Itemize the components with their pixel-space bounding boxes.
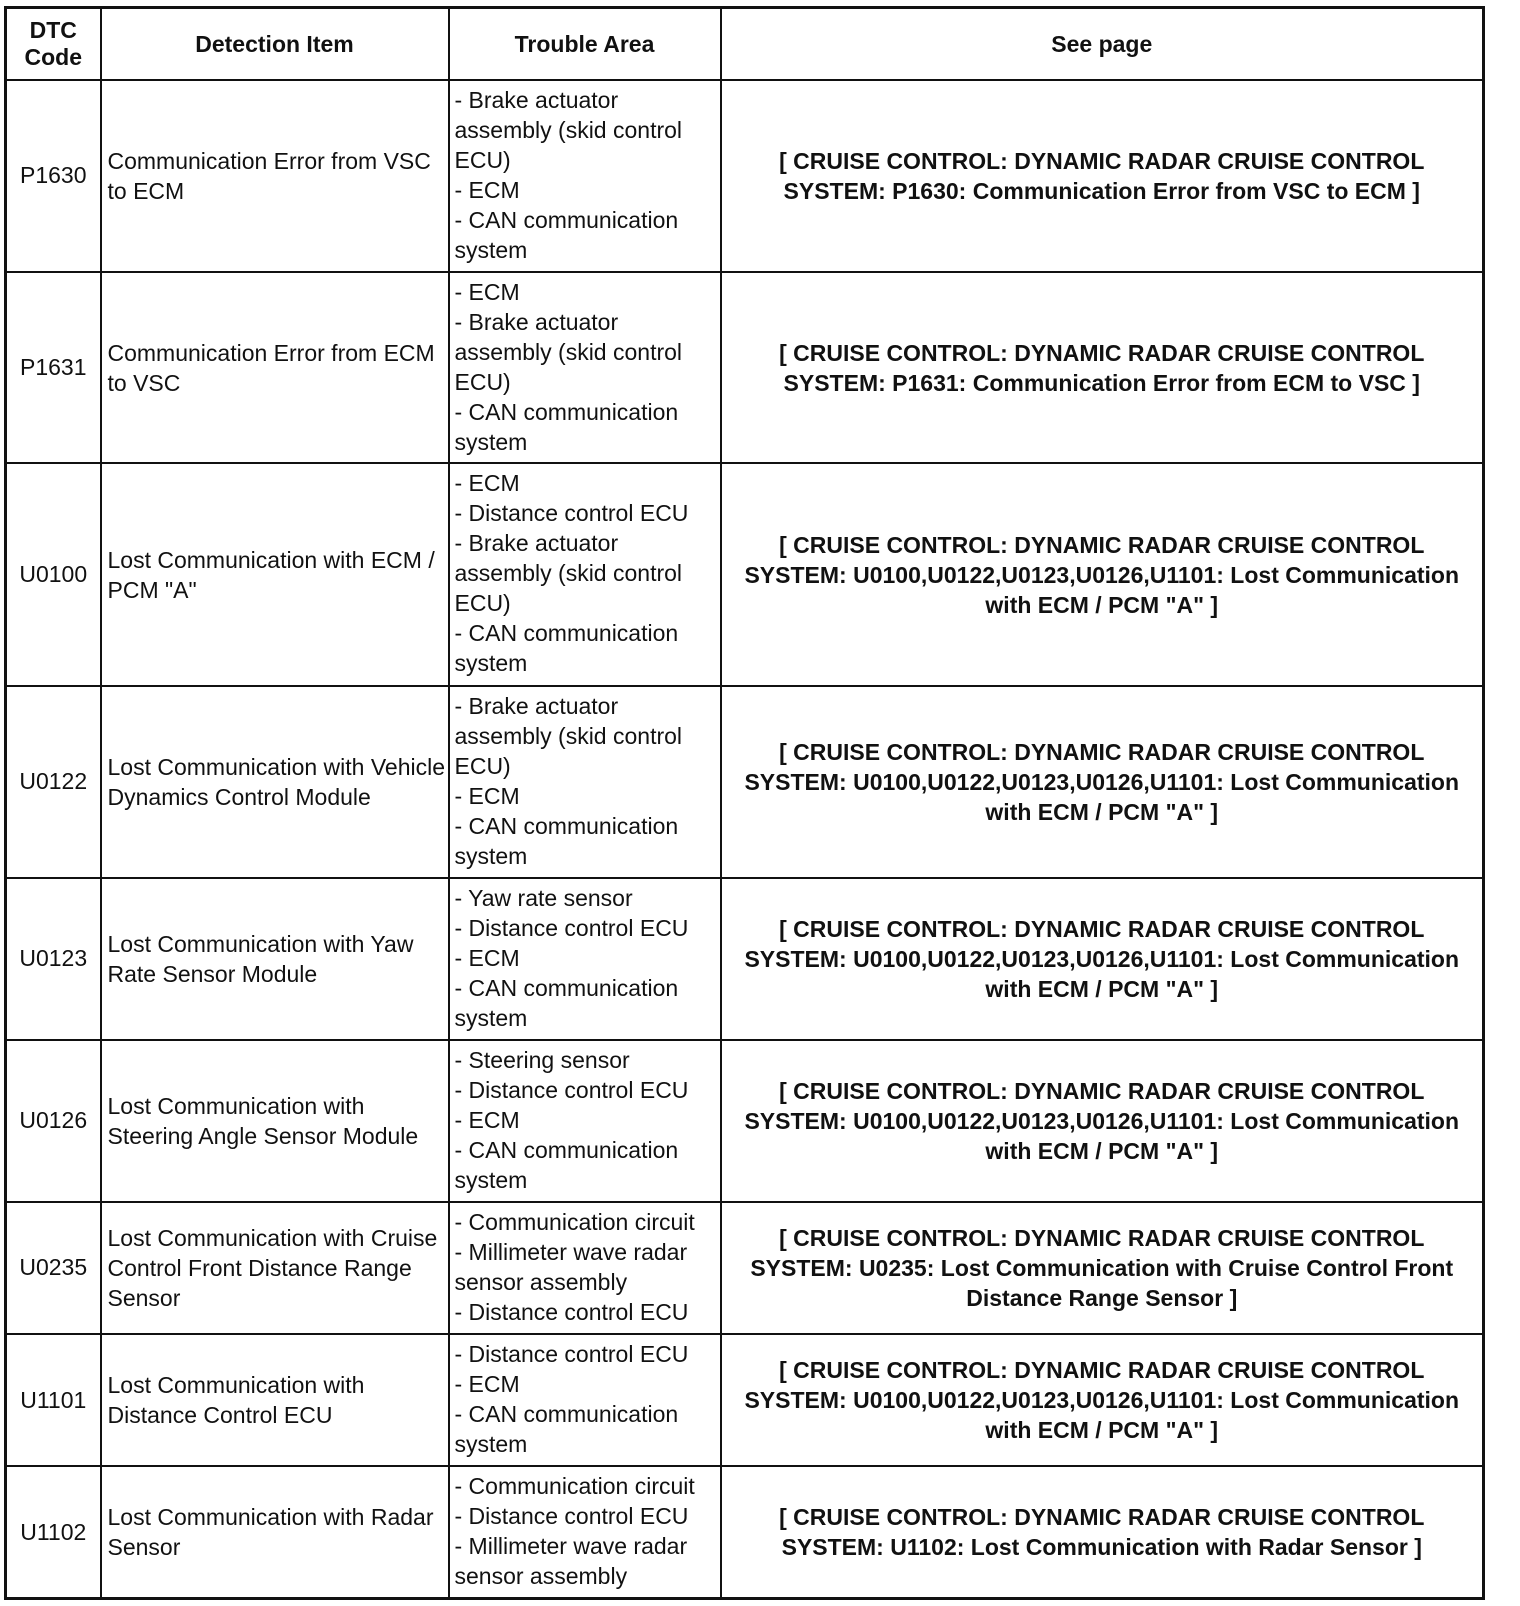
- trouble-area-line: ECU): [454, 590, 511, 617]
- detection-item-cell: Lost Communication with Steering Angle Sensor Module: [101, 1040, 449, 1202]
- trouble-area-line: - ECM: [454, 470, 520, 497]
- trouble-area-line: assembly (skid control: [454, 560, 683, 587]
- trouble-area-cell: [449, 463, 721, 685]
- table-row: [6, 1202, 1484, 1334]
- trouble-area-line: system: [454, 842, 528, 869]
- detection-item-cell: Communication Error from VSC to ECM: [101, 80, 449, 272]
- trouble-area-line: assembly (skid control: [454, 117, 683, 143]
- header-trouble-area: Trouble Area: [449, 8, 721, 81]
- table-row: [6, 1334, 1484, 1466]
- trouble-area-line: - Distance control ECU: [454, 1298, 689, 1325]
- trouble-area-line: - CAN communication: [454, 812, 679, 839]
- table-row: [6, 1466, 1484, 1598]
- trouble-area-line: - Yaw rate sensor: [454, 884, 633, 911]
- dtc-table: [4, 6, 1485, 1600]
- trouble-area-line: - ECM: [454, 782, 520, 809]
- see-page-link[interactable]: [ CRUISE CONTROL: DYNAMIC RADAR CRUISE CONTROL SYSTEM: U1102: Lost Communication with Radar Sensor ]: [721, 1466, 1484, 1598]
- trouble-area-line: - Steering sensor: [454, 1046, 630, 1073]
- trouble-area-line: assembly (skid control: [454, 338, 683, 365]
- trouble-area-line: - ECM: [454, 1106, 520, 1133]
- trouble-area-cell: [449, 1334, 721, 1466]
- table-row: [6, 686, 1484, 878]
- see-page-link[interactable]: [ CRUISE CONTROL: DYNAMIC RADAR CRUISE CONTROL SYSTEM: U0100,U0122,U0123,U0126,U1101: Lost Communication with ECM / PCM "A" ]: [721, 463, 1484, 685]
- trouble-area-line: - CAN communication: [454, 1400, 679, 1427]
- table-header: [6, 8, 1484, 81]
- trouble-area-cell: [449, 1466, 721, 1598]
- trouble-area-line: - CAN communication: [454, 620, 679, 647]
- trouble-area-line: ECU): [454, 368, 511, 395]
- header-dtc-code: DTC Code: [6, 8, 101, 81]
- see-page-link[interactable]: [ CRUISE CONTROL: DYNAMIC RADAR CRUISE CONTROL SYSTEM: U0100,U0122,U0123,U0126,U1101: Lost Communication with ECM / PCM "A" ]: [721, 878, 1484, 1040]
- trouble-area-line: - Brake actuator: [454, 692, 619, 719]
- trouble-area-line: system: [454, 237, 528, 263]
- trouble-area-line: sensor assembly: [454, 1563, 628, 1590]
- trouble-area-line: - Brake actuator: [454, 530, 619, 557]
- trouble-area-line: - Communication circuit: [454, 1473, 695, 1500]
- trouble-area-line: - Millimeter wave radar: [454, 1238, 688, 1265]
- table-body: [6, 80, 1484, 1599]
- table-row: [6, 1040, 1484, 1202]
- trouble-area-line: ECU): [454, 752, 511, 779]
- trouble-area-cell: [449, 878, 721, 1040]
- trouble-area-line: system: [454, 1430, 528, 1457]
- trouble-area-line: system: [454, 650, 528, 677]
- trouble-area-line: - CAN communication: [454, 398, 679, 425]
- trouble-area-line: - ECM: [454, 177, 520, 203]
- detection-item-cell: Lost Communication with ECM / PCM "A": [101, 463, 449, 685]
- table-row: [6, 878, 1484, 1040]
- trouble-area-line: - Communication circuit: [454, 1208, 695, 1235]
- trouble-area-line: - Brake actuator: [454, 308, 619, 335]
- trouble-area-cell: [449, 1040, 721, 1202]
- trouble-area-line: system: [454, 1004, 528, 1031]
- trouble-area-line: - CAN communication: [454, 1136, 679, 1163]
- table-row: [6, 463, 1484, 685]
- dtc-code-cell: U0123: [6, 878, 101, 1040]
- trouble-area-cell: [449, 686, 721, 878]
- dtc-code-cell: P1630: [6, 80, 101, 272]
- detection-item-cell: Lost Communication with Vehicle Dynamics Control Module: [101, 686, 449, 878]
- trouble-area-line: - Distance control ECU: [454, 1503, 689, 1530]
- detection-item-cell: Lost Communication with Yaw Rate Sensor Module: [101, 878, 449, 1040]
- header-detection-item: Detection Item: [101, 8, 449, 81]
- see-page-link[interactable]: [ CRUISE CONTROL: DYNAMIC RADAR CRUISE CONTROL SYSTEM: U0100,U0122,U0123,U0126,U1101: Lost Communication with ECM / PCM "A" ]: [721, 1334, 1484, 1466]
- see-page-link[interactable]: [ CRUISE CONTROL: DYNAMIC RADAR CRUISE CONTROL SYSTEM: U0100,U0122,U0123,U0126,U1101: Lost Communication with ECM / PCM "A" ]: [721, 686, 1484, 878]
- trouble-area-line: - Distance control ECU: [454, 500, 689, 527]
- trouble-area-line: - Brake actuator: [454, 87, 619, 113]
- detection-item-cell: Communication Error from ECM to VSC: [101, 272, 449, 464]
- trouble-area-cell: [449, 1202, 721, 1334]
- dtc-code-cell: U0126: [6, 1040, 101, 1202]
- trouble-area-line: - CAN communication: [454, 207, 679, 233]
- see-page-link[interactable]: [ CRUISE CONTROL: DYNAMIC RADAR CRUISE CONTROL SYSTEM: U0235: Lost Communication with Cruise Control Front Distance Range Sensor ]: [721, 1202, 1484, 1334]
- dtc-code-cell: U0122: [6, 686, 101, 878]
- trouble-area-line: - ECM: [454, 1370, 520, 1397]
- dtc-code-cell: P1631: [6, 272, 101, 464]
- header-row: [6, 8, 1484, 81]
- see-page-link[interactable]: [ CRUISE CONTROL: DYNAMIC RADAR CRUISE CONTROL SYSTEM: P1631: Communication Error from ECM to VSC ]: [721, 272, 1484, 464]
- trouble-area-line: - Distance control ECU: [454, 914, 689, 941]
- trouble-area-line: - Millimeter wave radar: [454, 1533, 688, 1560]
- table-row: [6, 80, 1484, 272]
- trouble-area-line: - Distance control ECU: [454, 1340, 689, 1367]
- dtc-code-cell: U1102: [6, 1466, 101, 1598]
- dtc-code-cell: U1101: [6, 1334, 101, 1466]
- trouble-area-cell: [449, 80, 721, 272]
- dtc-code-cell: U0235: [6, 1202, 101, 1334]
- trouble-area-cell: [449, 272, 721, 464]
- dtc-code-cell: U0100: [6, 463, 101, 685]
- header-see-page: See page: [721, 8, 1484, 81]
- trouble-area-line: - CAN communication: [454, 974, 679, 1001]
- detection-item-cell: Lost Communication with Distance Control ECU: [101, 1334, 449, 1466]
- table-row: [6, 272, 1484, 464]
- trouble-area-line: - ECM: [454, 944, 520, 971]
- trouble-area-line: system: [454, 428, 528, 455]
- trouble-area-line: system: [454, 1166, 528, 1193]
- trouble-area-line: - ECM: [454, 278, 520, 305]
- see-page-link[interactable]: [ CRUISE CONTROL: DYNAMIC RADAR CRUISE CONTROL SYSTEM: P1630: Communication Error from VSC to ECM ]: [721, 80, 1484, 272]
- trouble-area-line: assembly (skid control: [454, 722, 683, 749]
- trouble-area-line: sensor assembly: [454, 1268, 628, 1295]
- see-page-link[interactable]: [ CRUISE CONTROL: DYNAMIC RADAR CRUISE CONTROL SYSTEM: U0100,U0122,U0123,U0126,U1101: Lost Communication with ECM / PCM "A" ]: [721, 1040, 1484, 1202]
- trouble-area-line: ECU): [454, 147, 511, 173]
- trouble-area-line: - Distance control ECU: [454, 1076, 689, 1103]
- detection-item-cell: Lost Communication with Cruise Control Front Distance Range Sensor: [101, 1202, 449, 1334]
- detection-item-cell: Lost Communication with Radar Sensor: [101, 1466, 449, 1598]
